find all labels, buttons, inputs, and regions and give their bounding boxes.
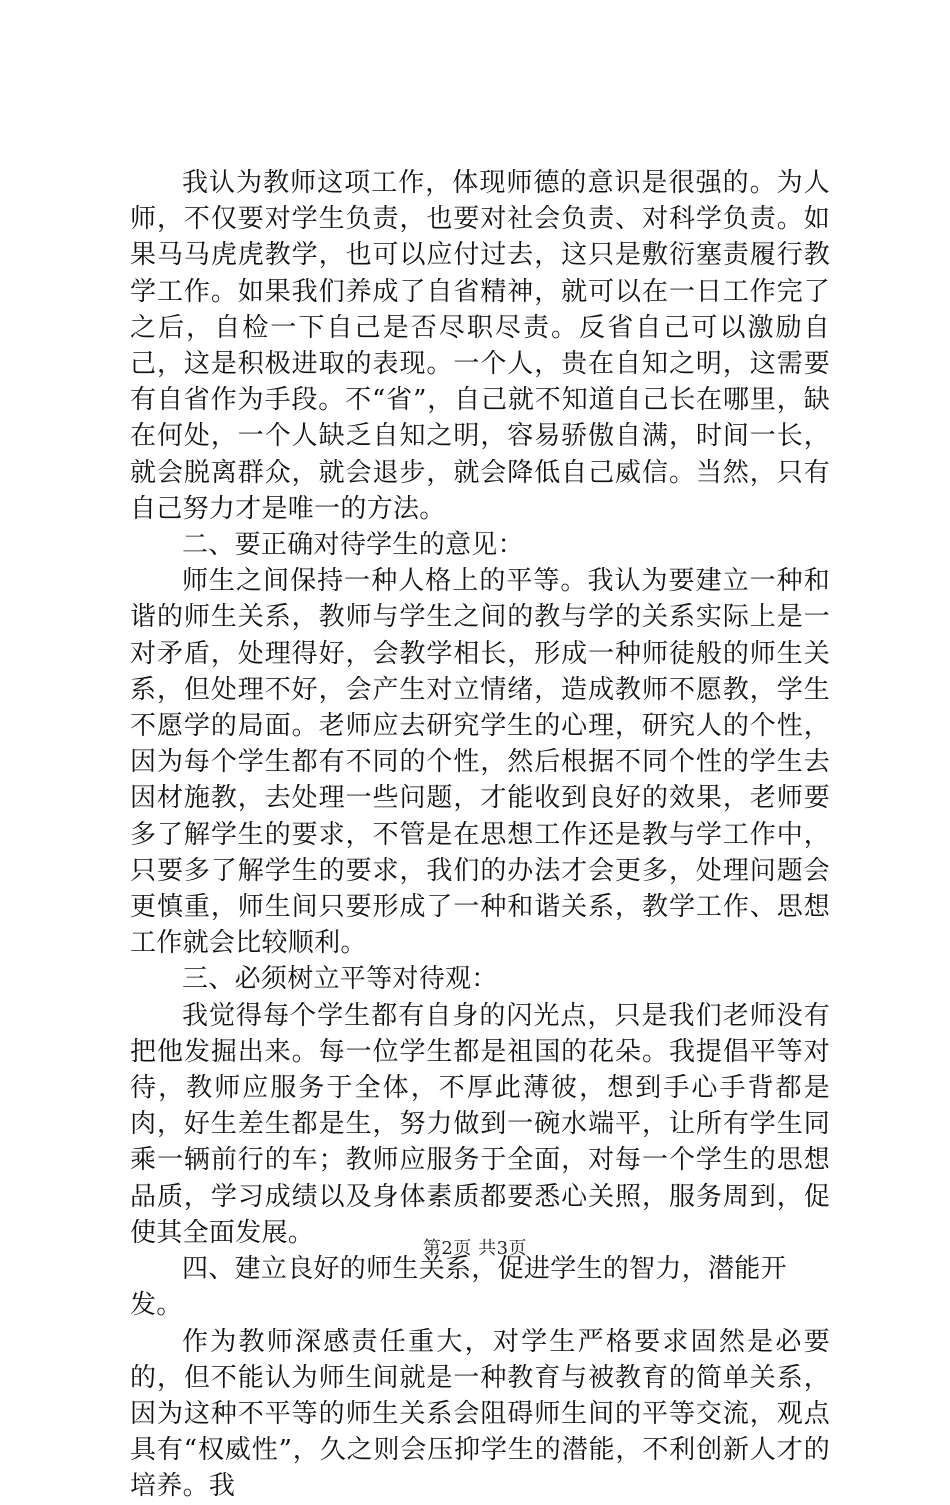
section-heading-2: 二、要正确对待学生的意见： (182, 530, 524, 561)
paragraph-equal-treatment: 我觉得每个学生都有自身的闪光点，只是我们老师没有把他发掘出来。每一位学生都是祖国的花朵。我提倡平等对待，教师应服务于全体，不厚此薄彼，想到手心手背都是肉，好生差生都是生，努力做到一碗水端平，让所有学生同乘一辆前行的车；教师应服务于全面，对每一个学生的思想品质，学习成绩以及身体素质都要悉心关照，服务周到，促使其全面发展。 (130, 1000, 830, 1248)
paragraph-teacher-responsibility: 作为教师深感责任重大，对学生严格要求固然是必要的，但不能认为师生间就是一种教育与被教育的简单关系，因为这种不平等的师生关系会阻碍师生间的平等交流，观点具有“权威性”，久之则会压抑学生的潜能，不利创新人才的培养。我 (130, 1326, 830, 1502)
paragraph-student-opinions: 师生之间保持一种人格上的平等。我认为要建立一种和谐的师生关系，教师与学生之间的教与学的关系实际上是一对矛盾，处理得好，会教学相长，形成一种师徒般的师生关系，但处理不好，会产生对立情绪，造成教师不愿教，学生不愿学的局面。老师应去研究学生的心理，研究人的个性，因为每个学生都有不同的个性，然后根据不同个性的学生去因材施教，去处理一些问题，才能收到良好的效果，老师要多了解学生的要求，不管是在思想工作还是教与学工作中，只要多了解学生的要求，我们的办法才会更多，处理问题会更慎重，师生间只要形成了一种和谐关系，教学工作、思想工作就会比较顺利。 (130, 566, 830, 959)
section-heading-3: 三、必须树立平等对待观： (182, 964, 498, 995)
section-heading-4: 四、建立良好的师生关系，促进学生的智力，潜能开发。 (130, 1254, 787, 1321)
paragraph-self-reflection: 我认为教师这项工作，体现师德的意识是很强的。为人师，不仅要对学生负责，也要对社会负责、对科学负责。如果马马虎虎教学，也可以应付过去，这只是敷衍塞责履行教学工作。如果我们养成了自省精神，就可以在一日工作完了之后，自检一下自己是否尽职尽责。反省自己可以激励自己，这是积极进取的表现。一个人，贵在自知之明，这需要有自省作为手段。不“省”，自己就不知道自己长在哪里，缺在何处，一个人缺乏自知之明，容易骄傲自满，时间一长，就会脱离群众，就会退步，就会降低自己威信。当然，只有自己努力才是唯一的方法。 (130, 168, 830, 524)
document-body (130, 165, 830, 1505)
page-footer: 第2页 共3页 (422, 1238, 528, 1259)
